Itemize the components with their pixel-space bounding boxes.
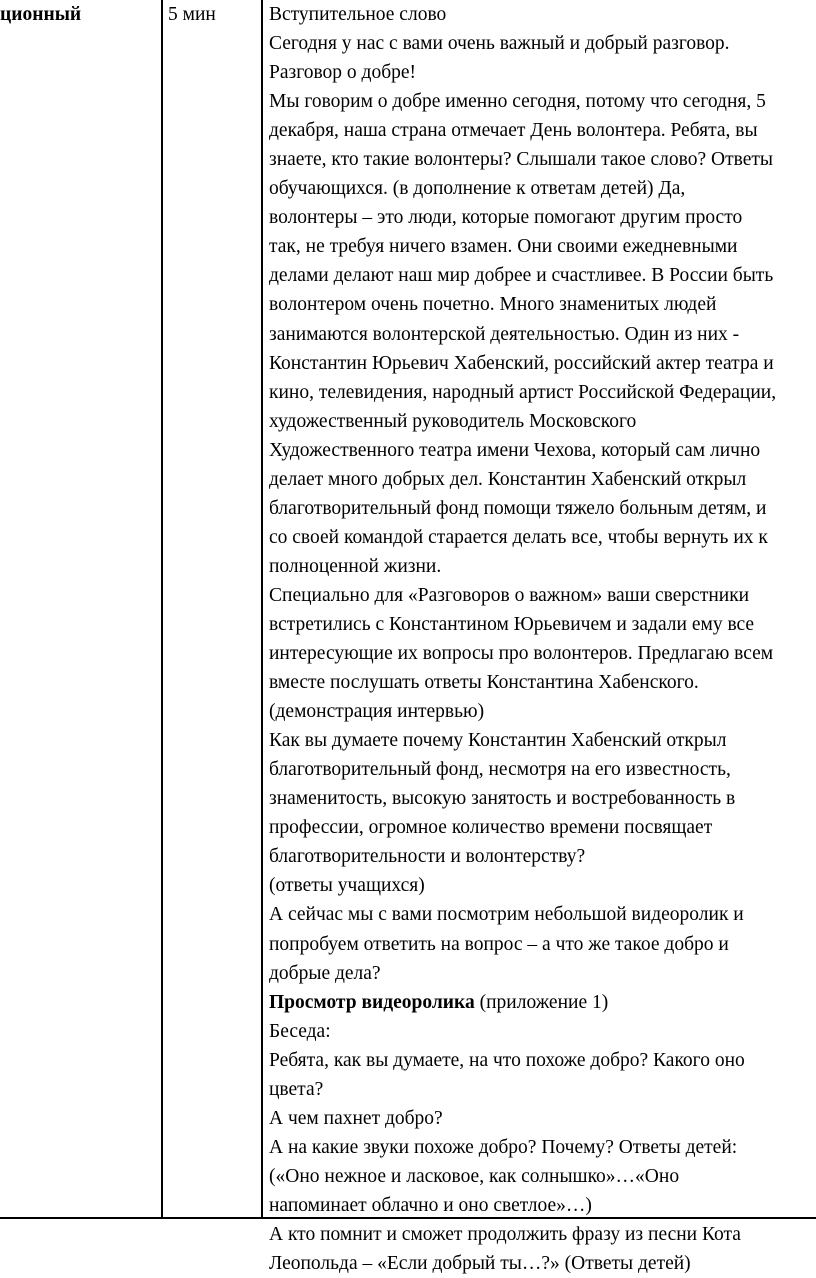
- text-line: (ответы учащихся): [269, 875, 425, 897]
- text-line: Константин Юрьевич Хабенский, российский актер театра и: [269, 352, 774, 374]
- text-line: знаете, кто такие волонтеры? Слышали такое слово? Ответы: [269, 149, 773, 171]
- text-line: (демонстрация интервью): [269, 701, 485, 723]
- column-divider-1: [161, 0, 163, 1218]
- text-line: интересующие их вопросы про волонтеров. Предлагаю всем: [269, 643, 774, 665]
- text-line: А чем пахнет добро?: [269, 1107, 443, 1129]
- text-line: знаменитость, высокую занятость и востребованность в: [269, 788, 736, 810]
- stage-cell: ционный: [0, 4, 82, 25]
- text-line: Специально для «Разговоров о важном» ваши сверстники: [269, 584, 750, 606]
- text-line: художественный руководитель Московского: [269, 410, 637, 432]
- column-divider-2: [261, 0, 263, 1218]
- text-line: благотворительный фонд, несмотря на его известность,: [269, 759, 731, 781]
- text-line: волонтером очень почетно. Много знаменитых людей: [269, 294, 717, 316]
- text-line: кино, телевидения, народный артист Российской Федерации,: [269, 381, 777, 403]
- text-line: Разговор о добре!: [269, 62, 417, 84]
- text-line: А на какие звуки похоже добро? Почему? Ответы детей:: [269, 1136, 738, 1158]
- text-line: делами делают наш мир добрее и счастливее. В России быть: [269, 265, 774, 287]
- duration-cell: 5 мин: [168, 4, 216, 25]
- text-line: Леопольда – «Если добрый ты…?» (Ответы детей): [269, 1253, 691, 1275]
- text-line: профессии, огромное количество времени посвящает: [269, 817, 713, 839]
- video-heading: Просмотр видеоролика: [269, 991, 475, 1013]
- content-cell: [269, 0, 816, 1278]
- text-line: А сейчас мы с вами посмотрим небольшой видеоролик и: [269, 904, 744, 926]
- text-line: добрые дела?: [269, 962, 381, 984]
- text-line: Мы говорим о добре именно сегодня, потому что сегодня, 5: [269, 91, 766, 113]
- text-line: Ребята, как вы думаете, на что похоже добро? Какого оно: [269, 1049, 745, 1071]
- text-line: встретились с Константином Юрьевичем и задали ему все: [269, 613, 755, 635]
- text-line: напоминает облачно и оно светлое»…): [269, 1194, 592, 1216]
- text-line: благотворительный фонд помощи тяжело больным детям, и: [269, 497, 767, 519]
- text-line: делает много добрых дел. Константин Хабенский открыл: [269, 468, 747, 490]
- video-appendix-note: (приложение 1): [474, 991, 609, 1013]
- video-line: [269, 988, 816, 1017]
- text-line: декабря, наша страна отмечает День волонтера. Ребята, вы: [269, 120, 758, 142]
- text-line: Беседа:: [269, 1020, 331, 1042]
- text-line: Как вы думаете почему Константин Хабенский открыл: [269, 730, 727, 752]
- text-line: полноценной жизни.: [269, 555, 442, 577]
- text-line: занимаются волонтерской деятельностью. Один из них -: [269, 323, 740, 345]
- text-line: вместе послушать ответы Константина Хабенского.: [269, 672, 699, 694]
- text-line: обучающихся. (в дополнение к ответам детей) Да,: [269, 178, 686, 200]
- text-line: цвета?: [269, 1078, 324, 1100]
- text-line: волонтеры – это люди, которые помогают другим просто: [269, 207, 743, 229]
- text-line: Вступительное слово: [269, 4, 447, 25]
- text-line: попробуем ответить на вопрос – а что же такое добро и: [269, 933, 729, 955]
- text-line: так, не требуя ничего взамен. Они своими ежедневными: [269, 236, 738, 258]
- text-line: («Оно нежное и ласковое, как солнышко»…«Оно: [269, 1165, 680, 1187]
- text-line: Художественного театра имени Чехова, который сам лично: [269, 439, 761, 461]
- text-line: со своей командой старается делать все, чтобы вернуть их к: [269, 526, 768, 548]
- text-line: А кто помнит и сможет продолжить фразу из песни Кота: [269, 1223, 741, 1245]
- text-line: благотворительности и волонтерству?: [269, 846, 586, 868]
- text-line: Сегодня у нас с вами очень важный и добрый разговор.: [269, 33, 730, 55]
